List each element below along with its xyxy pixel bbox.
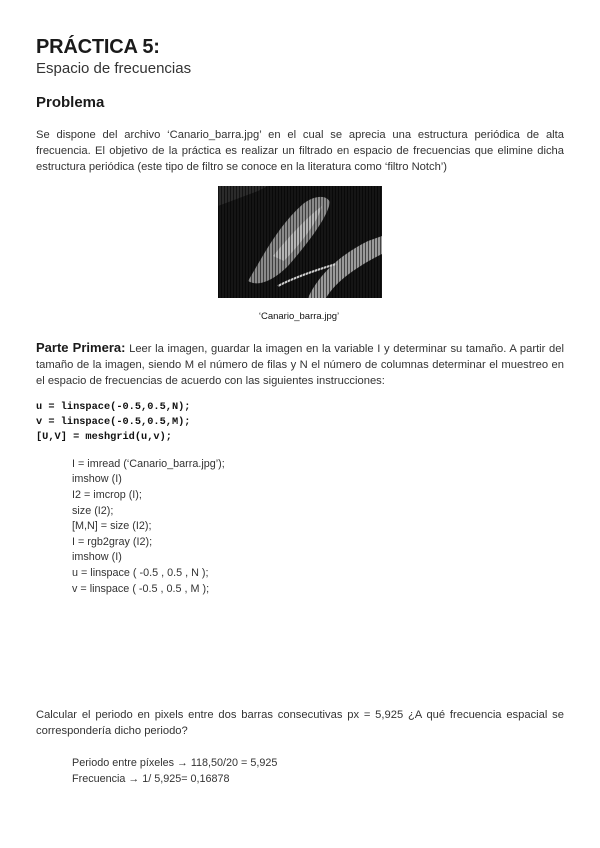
- figure: [36, 186, 564, 322]
- code-block: [36, 400, 564, 445]
- code-line: u = linspace(-0.5,0.5,N);: [36, 400, 191, 413]
- answer-block: [72, 755, 277, 787]
- parte-primera-paragraph: [36, 340, 564, 389]
- page-title: PRÁCTICA 5:: [36, 36, 160, 58]
- page-subtitle: Espacio de frecuencias: [36, 60, 192, 77]
- solution-line: u = linspace ( -0.5 , 0.5 , N );: [72, 566, 209, 579]
- figure-caption: ‘Canario_barra.jpg’: [258, 311, 340, 323]
- code-line: [U,V] = meshgrid(u,v);: [36, 430, 172, 443]
- solution-line: I = imread (‘Canario_barra.jpg’);: [72, 457, 225, 470]
- solution-line: I2 = imcrop (I);: [72, 488, 142, 501]
- solution-line: imshow (I): [72, 551, 122, 564]
- code-line: v = linspace(-0.5,0.5,M);: [36, 415, 191, 428]
- canary-image: [218, 186, 382, 298]
- solution-line: [M,N] = size (I2);: [72, 520, 152, 533]
- question-paragraph: Calcular el periodo en pixels entre dos barras consecutivas px = 5,925 ¿A qué frecuencia espacial se correspondería dicho periodo?: [36, 709, 564, 737]
- parte-primera-heading: Parte Primera:: [36, 340, 126, 356]
- solution-code-block: [36, 457, 564, 597]
- canary-image-graphic: [218, 186, 382, 298]
- solution-line: I = rgb2gray (I2);: [72, 535, 153, 548]
- answer-frequency: Frecuencia → 1/ 5,925= 0,16878: [72, 773, 230, 785]
- page-content: [36, 36, 564, 785]
- problem-paragraph: Se dispone del archivo ‘Canario_barra.jpg’ en el cual se aprecia una estructura periódica de alta frecuencia. El objetivo de la práctica es realizar un filtrado en espacio de frecuencias que elimine dicha estructura periódica (este tipo de filtro se conoce en la literatura como ‘filtro Notch’): [36, 129, 564, 173]
- answer-period: Periodo entre píxeles → 118,50/20 = 5,925: [72, 757, 278, 769]
- section-heading-problema: Problema: [36, 94, 105, 111]
- solution-line: size (I2);: [72, 504, 114, 517]
- solution-line: v = linspace ( -0.5 , 0.5 , M );: [72, 582, 210, 595]
- solution-line: imshow (I): [72, 473, 122, 486]
- parte-primera-text: Leer la imagen, guardar la imagen en la variable I y determinar su tamaño. A partir del tamaño de la imagen, siendo M el número de filas y N el número de columnas determinar el muestreo en el espacio de frecuencias de acuerdo con las siguientes instrucciones:: [36, 343, 564, 387]
